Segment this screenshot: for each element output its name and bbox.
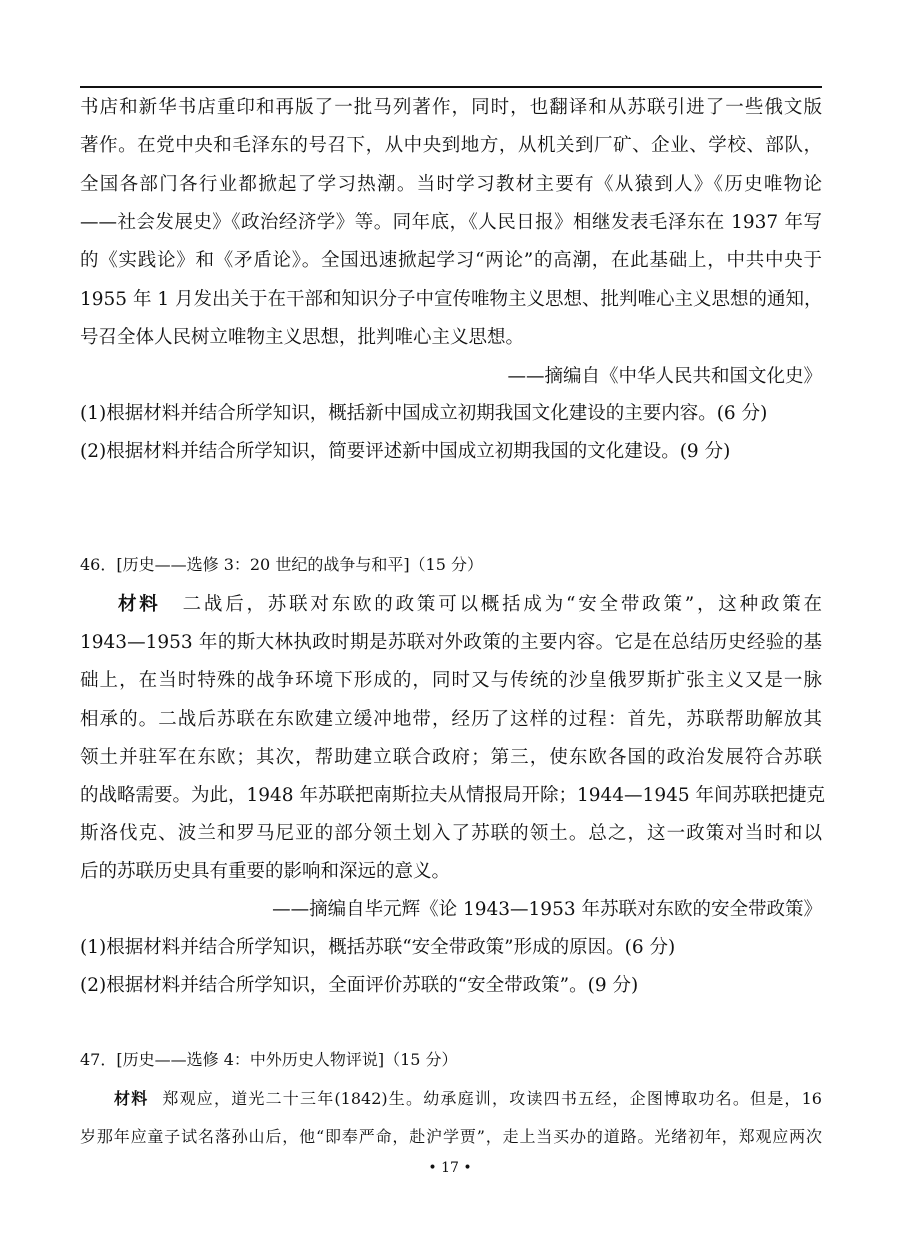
s47-material-label: 材料 bbox=[114, 1089, 149, 1108]
s45-source: ——摘编自《中华人民共和国文化史》 bbox=[507, 366, 822, 387]
s46-material-label: 材料 bbox=[118, 594, 161, 615]
page-number: • 17 • bbox=[428, 1160, 472, 1176]
s46-line-1-text: 二战后，苏联对东欧的政策可以概括成为“安全带政策”，这种政策在 bbox=[182, 594, 822, 615]
s47-heading: 47．[历史——选修 4：中外历史人物评说]（15 分） bbox=[80, 1050, 458, 1069]
s45-line-5: 的《实践论》和《矛盾论》。全国迅速掀起学习“两论”的高潮，在此基础上，中共中央于 bbox=[80, 250, 822, 271]
s45-line-3: 全国各部门各行业都掀起了学习热潮。当时学习教材主要有《从猿到人》《历史唯物论 bbox=[80, 174, 822, 195]
s45-line-1: 书店和新华书店重印和再版了一批马列著作，同时，也翻译和从苏联引进了一些俄文版 bbox=[80, 97, 822, 118]
s46-line-1 bbox=[118, 592, 822, 618]
s47-line-1-text: 郑观应，道光二十三年(1842)生。幼承庭训，攻读四书五经，企图博取功名。但是，16 bbox=[162, 1089, 822, 1108]
s46-question-2: (2)根据材料并结合所学知识，全面评价苏联的“安全带政策”。(9 分) bbox=[80, 975, 639, 996]
s46-line-5: 领土并驻军在东欧；其次，帮助建立联合政府；第三，使东欧各国的政治发展符合苏联 bbox=[80, 747, 822, 768]
s46-line-4: 相承的。二战后苏联在东欧建立缓冲地带，经历了这样的过程：首先，苏联帮助解放其 bbox=[80, 709, 822, 730]
s46-line-8: 后的苏联历史具有重要的影响和深远的意义。 bbox=[80, 861, 451, 882]
s46-line-3: 础上，在当时特殊的战争环境下形成的，同时又与传统的沙皇俄罗斯扩张主义又是一脉 bbox=[80, 670, 822, 691]
s47-line-2: 岁那年应童子试名落孙山后，他“即奉严命，赴沪学贾”，走上当买办的道路。光绪初年，郑观应两次 bbox=[80, 1127, 822, 1146]
s46-line-2: 1943—1953 年的斯大林执政时期是苏联对外政策的主要内容。它是在总结历史经验的基 bbox=[80, 632, 822, 653]
s46-line-6: 的战略需要。为此，1948 年苏联把南斯拉夫从情报局开除；1944—1945 年间苏联把捷克 bbox=[80, 785, 826, 806]
s46-line-7: 斯洛伐克、波兰和罗马尼亚的部分领土划入了苏联的领土。总之，这一政策对当时和以 bbox=[80, 823, 822, 844]
s45-question-1: (1)根据材料并结合所学知识，概括新中国成立初期我国文化建设的主要内容。(6 分) bbox=[80, 403, 768, 424]
s45-line-4: ——社会发展史》《政治经济学》等。同年底，《人民日报》相继发表毛泽东在 1937 年写 bbox=[80, 212, 822, 233]
s45-line-2: 著作。在党中央和毛泽东的号召下，从中央到地方，从机关到厂矿、企业、学校、部队， bbox=[80, 135, 822, 156]
top-rule bbox=[80, 86, 822, 88]
s46-source: ——摘编自毕元辉《论 1943—1953 年苏联对东欧的安全带政策》 bbox=[272, 899, 822, 920]
s47-line-1 bbox=[114, 1086, 822, 1112]
s45-line-6: 1955 年 1 月发出关于在干部和知识分子中宣传唯物主义思想、批判唯心主义思想的通知， bbox=[80, 289, 823, 310]
s45-question-2: (2)根据材料并结合所学知识，简要评述新中国成立初期我国的文化建设。(9 分) bbox=[80, 441, 731, 462]
s46-question-1: (1)根据材料并结合所学知识，概括苏联“安全带政策”形成的原因。(6 分) bbox=[80, 937, 676, 958]
s45-line-7: 号召全体人民树立唯物主义思想，批判唯心主义思想。 bbox=[80, 327, 525, 348]
s46-heading: 46．[历史——选修 3：20 世纪的战争与和平]（15 分） bbox=[80, 555, 484, 574]
